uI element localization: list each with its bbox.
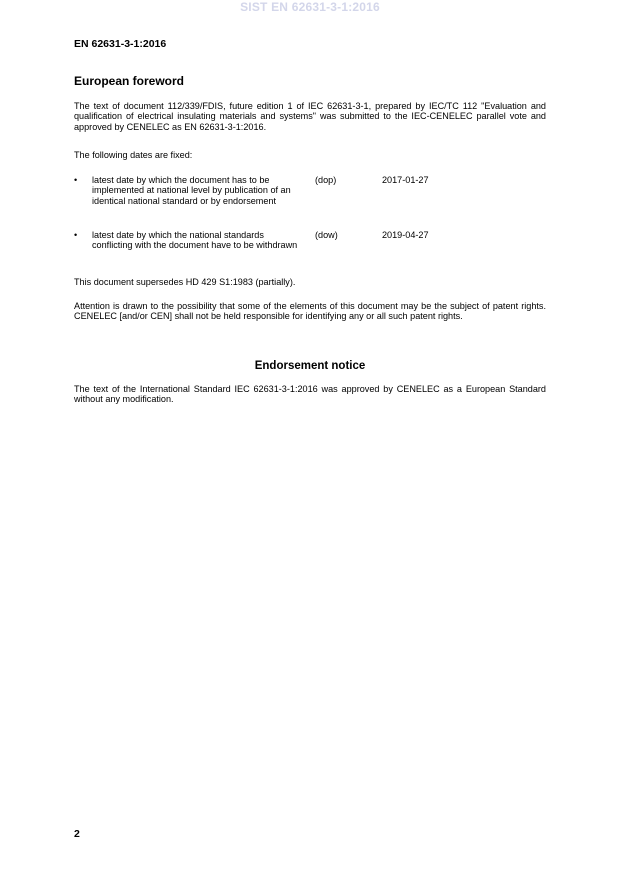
document-code-header: EN 62631-3-1:2016 bbox=[74, 38, 167, 50]
date-value: 2017-01-27 bbox=[382, 175, 429, 185]
supersedes-paragraph: This document supersedes HD 429 S1:1983 (partially). bbox=[74, 277, 296, 287]
endorsement-heading: Endorsement notice bbox=[254, 360, 366, 372]
patent-attention-paragraph: Attention is drawn to the possibility that some of the elements of this document may be the subject of patent rights. CENELEC [and/or CEN] shall not be held responsible for identifying any or all such patent rights. bbox=[74, 301, 546, 322]
bullet-icon: • bbox=[74, 230, 78, 240]
foreword-intro-paragraph: The text of document 112/339/FDIS, future edition 1 of IEC 62631-3-1, prepared by IEC/TC 112 "Evaluation and qualification of electrical insulating materials and systems" was submitted to the IEC-CENELEC parallel vote and approved by CENELEC as EN 62631-3-1:2016. bbox=[74, 101, 546, 132]
page-number: 2 bbox=[74, 828, 80, 840]
date-code: (dop) bbox=[315, 175, 337, 185]
endorsement-paragraph: The text of the International Standard IEC 62631-3-1:2016 was approved by CENELEC as a European Standard without any modification. bbox=[74, 384, 546, 405]
date-description: latest date by which the national standards conflicting with the document have to be withdrawn bbox=[92, 230, 298, 251]
dates-intro-paragraph: The following dates are fixed: bbox=[74, 150, 193, 160]
bullet-icon: • bbox=[74, 175, 78, 185]
foreword-heading: European foreword bbox=[74, 74, 185, 88]
date-code: (dow) bbox=[315, 230, 338, 240]
date-description: latest date by which the document has to be implemented at national level by publication of an identical national standard or by endorsement bbox=[92, 175, 291, 206]
date-value: 2019-04-27 bbox=[382, 230, 429, 240]
watermark: SIST EN 62631-3-1:2016 bbox=[240, 0, 380, 14]
